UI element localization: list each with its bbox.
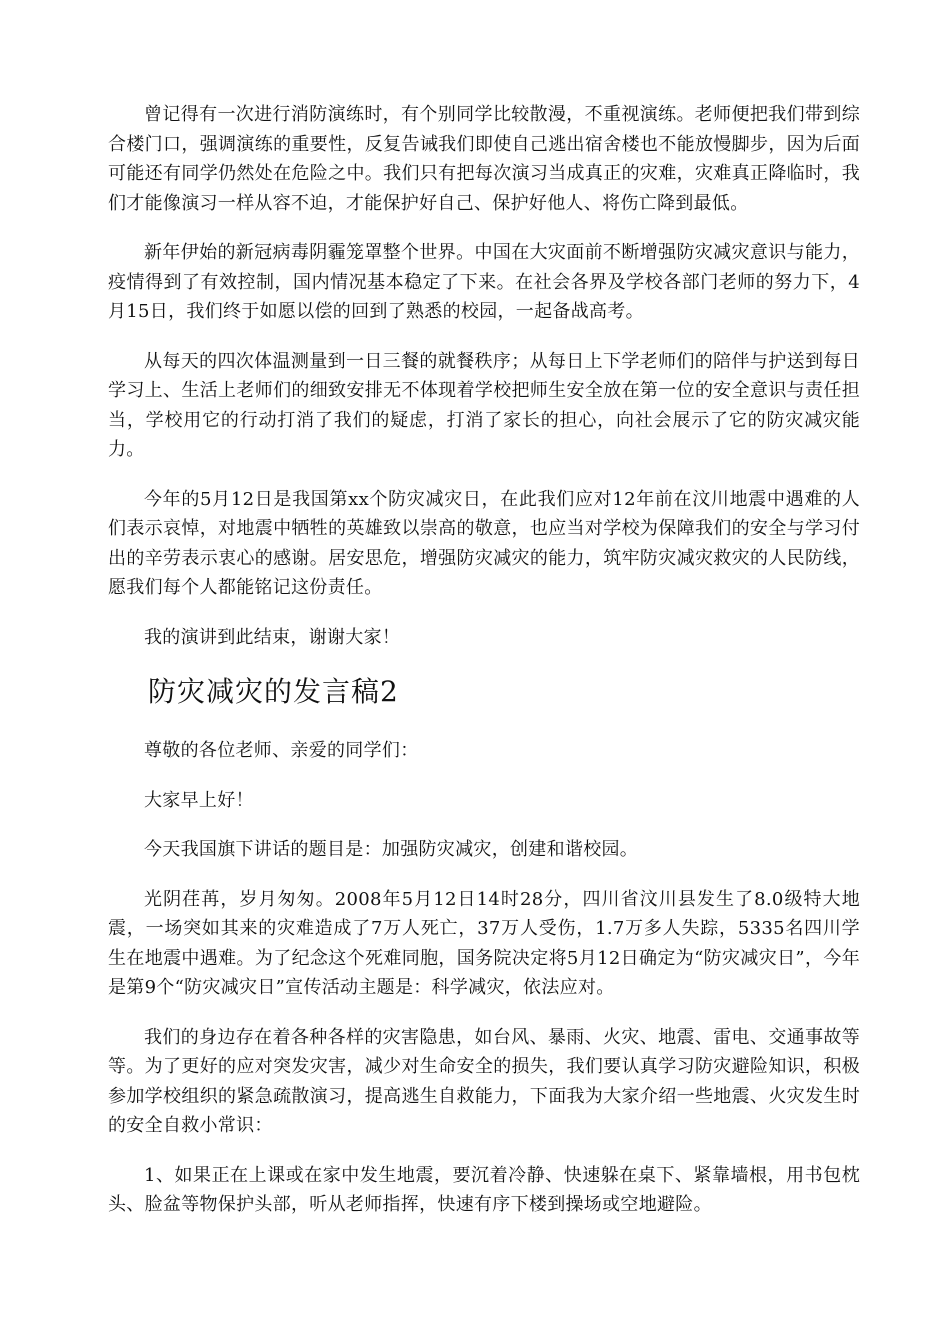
paragraph-earthquake-tip: 1、如果正在上课或在家中发生地震，要沉着冷静、快速躲在桌下、紧靠墙根，用书包枕头、脸盆等物保护头部，听从老师指挥，快速有序下楼到操场或空地避险。 — [108, 1164, 860, 1215]
topic-line: 今天我国旗下讲话的题目是：加强防灾减灾，创建和谐校园。 — [144, 839, 639, 860]
paragraph-disaster-day: 今年的5月12日是我国第xx个防灾减灾日，在此我们应对12年前在汶川地震中遇难的人们表示哀悼，对地震中牺牲的英雄致以崇高的敬意，也应当对学校为保障我们的安全与学习付出的辛劳表示衷心的感谢。居安思危，增强防灾减灾的能力，筑牢防灾减灾救灾的人民防线，愿我们每个人都能铭记这份责任。 — [108, 488, 860, 598]
paragraph-hazards: 我们的身边存在着各种各样的灾害隐患，如台风、暴雨、火灾、地震、雷电、交通事故等等。为了更好的应对突发灾害，减少对生命安全的损失，我们要认真学习防灾避险知识，积极参加学校组织的紧急疏散演习，提高逃生自救能力，下面我为大家介绍一些地震、火灾发生时的安全自救小常识： — [108, 1026, 860, 1136]
paragraph-school-safety: 从每天的四次体温测量到一日三餐的就餐秩序；从每日上下学老师们的陪伴与护送到每日学习上、生活上老师们的细致安排无不体现着学校把师生安全放在第一位的安全意识与责任担当，学校用它的行动打消了我们的疑虑，打消了家长的担心，向社会展示了它的防灾减灾能力。 — [108, 350, 860, 460]
greeting: 大家早上好！ — [144, 789, 254, 811]
document-page — [108, 100, 860, 1240]
closing-line: 我的演讲到此结束，谢谢大家！ — [144, 626, 401, 648]
paragraph-fire-drill: 曾记得有一次进行消防演练时，有个别同学比较散漫，不重视演练。老师便把我们带到综合楼门口，强调演练的重要性，反复告诫我们即使自己逃出宿舍楼也不能放慢脚步，因为后面可能还有同学仍然处在危险之中。我们只有把每次演习当成真正的灾难，灾难真正降临时，我们才能像演习一样从容不迫，才能保护好自己、保护好他人、将伤亡降到最低。 — [108, 104, 860, 214]
salutation: 尊敬的各位老师、亲爱的同学们： — [144, 740, 419, 761]
section-title: 防灾减灾的发言稿2 — [148, 675, 399, 708]
paragraph-covid: 新年伊始的新冠病毒阴霾笼罩整个世界。中国在大灾面前不断增强防灾减灾意识与能力，疫情得到了有效控制，国内情况基本稳定了下来。在社会各界及学校各部门老师的努力下，4月15日，我们终于如愿以偿的回到了熟悉的校园，一起备战高考。 — [108, 242, 860, 322]
paragraph-wenchuan: 光阴荏苒，岁月匆匆。2008年5月12日14时28分，四川省汶川县发生了8.0级特大地震，一场突如其来的灾难造成了7万人死亡，37万人受伤，1.7万多人失踪，5335名四川学生在地震中遇难。为了纪念这个死难同胞，国务院决定将5月12日确定为“防灾减灾日”，今年是第9个“防灾减灾日”宣传活动主题是：科学减灾，依法应对。 — [108, 888, 860, 998]
